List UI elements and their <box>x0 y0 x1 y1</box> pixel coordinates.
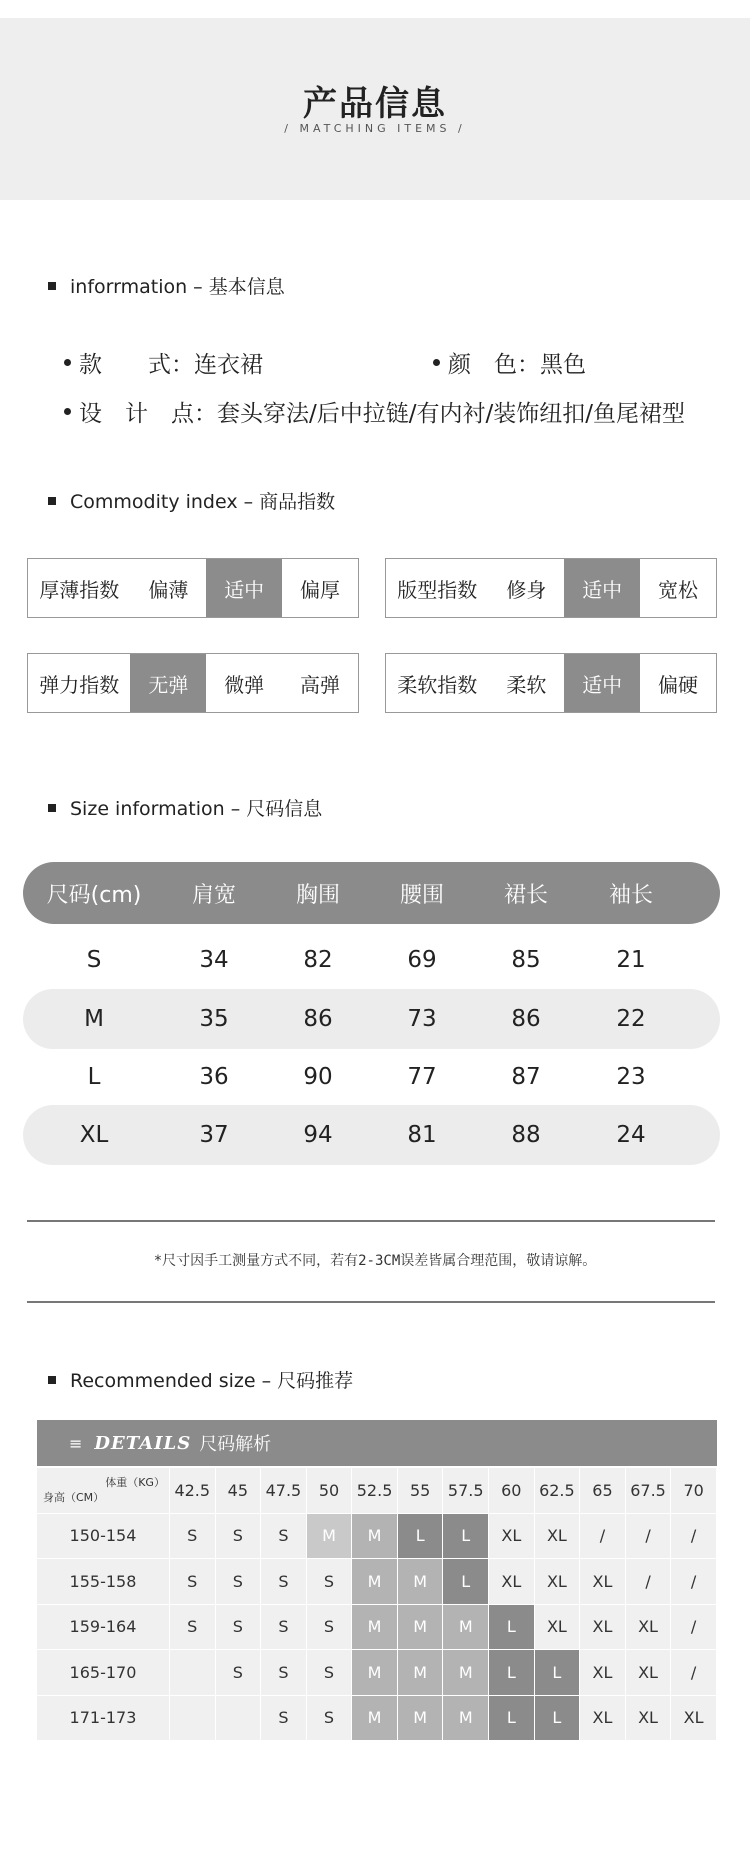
size-cell: L <box>398 1514 444 1559</box>
size-cell: L <box>535 1650 581 1695</box>
table-cell: 86 <box>303 1006 333 1032</box>
divider <box>27 1301 715 1303</box>
index-option: 宽松 <box>658 577 699 602</box>
table-row <box>37 1650 717 1696</box>
index-option: 修身 <box>506 577 547 602</box>
section-size-label: Size information – 尺码信息 <box>70 798 323 820</box>
index-option: 高弹 <box>300 672 341 697</box>
weight-header-cell: 45 <box>216 1468 262 1513</box>
style-line <box>64 346 263 379</box>
table-cell: 87 <box>511 1064 541 1090</box>
size-cell: M <box>398 1696 444 1741</box>
table-cell: 73 <box>407 1006 437 1032</box>
size-cell: XL <box>626 1605 672 1650</box>
table-cell: L <box>87 1064 101 1090</box>
size-cell: L <box>489 1696 535 1741</box>
weight-header-cell: 57.5 <box>443 1468 489 1513</box>
size-cell: M <box>352 1559 398 1604</box>
index-option-selected: 适中 <box>564 559 640 617</box>
height-label: 身高（CM） <box>43 1490 105 1504</box>
weight-header-cell: 65 <box>580 1468 626 1513</box>
page-header <box>0 18 750 200</box>
size-cell: M <box>398 1559 444 1604</box>
table-row <box>23 930 720 990</box>
color-value: 颜 色：黑色 <box>448 352 586 378</box>
size-cell: L <box>443 1559 489 1604</box>
table-row <box>37 1605 717 1651</box>
square-bullet-icon <box>48 497 56 505</box>
table-cell: XL <box>79 1122 109 1148</box>
column-header: 尺码(cm) <box>46 882 142 908</box>
index-name: 厚薄指数 <box>39 577 120 602</box>
size-cell <box>216 1696 262 1741</box>
divider <box>27 1220 715 1222</box>
size-cell: M <box>352 1650 398 1695</box>
size-cell: M <box>352 1605 398 1650</box>
size-cell: S <box>170 1605 216 1650</box>
table-cell: 77 <box>407 1064 437 1090</box>
fit-index <box>385 558 717 618</box>
square-bullet-icon <box>48 1376 56 1384</box>
size-cell: L <box>443 1514 489 1559</box>
size-cell: XL <box>626 1696 672 1741</box>
page-subtitle: / MATCHING ITEMS / <box>284 122 466 135</box>
column-header: 腰围 <box>399 882 444 908</box>
table-row <box>37 1696 717 1742</box>
dot-bullet-icon <box>433 359 440 366</box>
size-cell: / <box>671 1559 717 1604</box>
menu-icon: ≡ <box>69 1433 83 1453</box>
table-row <box>37 1514 717 1560</box>
index-option: 柔软 <box>506 672 547 697</box>
size-cell: XL <box>535 1514 581 1559</box>
section-commodity-heading <box>48 487 335 514</box>
details-label-cn: 尺码解析 <box>199 1434 272 1455</box>
size-cell: S <box>307 1605 353 1650</box>
weight-header-cell: 70 <box>671 1468 717 1513</box>
color-line <box>433 346 586 379</box>
size-cell: S <box>170 1514 216 1559</box>
style-value: 款 式：连衣裙 <box>79 352 263 378</box>
table-row <box>23 1105 720 1165</box>
table-cell: 86 <box>511 1006 541 1032</box>
table-cell: 85 <box>511 947 541 973</box>
table-cell: 69 <box>407 947 437 973</box>
column-header: 裙长 <box>503 882 548 908</box>
size-cell <box>170 1650 216 1695</box>
measurement-note: *尺寸因手工测量方式不同，若有2-3CM误差皆属合理范围，敬请谅解。 <box>153 1253 597 1269</box>
size-cell: S <box>261 1559 307 1604</box>
size-cell: S <box>307 1650 353 1695</box>
size-cell: M <box>398 1605 444 1650</box>
size-cell: S <box>261 1696 307 1741</box>
design-value: 设 计 点：套头穿法/后中拉链/有内衬/装饰纽扣/鱼尾裙型 <box>79 401 685 427</box>
size-cell: L <box>489 1605 535 1650</box>
section-basic-heading <box>48 272 285 299</box>
section-recommended-label: Recommended size – 尺码推荐 <box>70 1370 354 1392</box>
column-header: 肩宽 <box>191 882 236 908</box>
size-cell: M <box>443 1605 489 1650</box>
size-cell: S <box>170 1559 216 1604</box>
index-option: 偏硬 <box>658 672 699 697</box>
size-cell: M <box>398 1650 444 1695</box>
section-commodity-label: Commodity index – 商品指数 <box>70 491 336 513</box>
size-cell: / <box>671 1514 717 1559</box>
size-cell: / <box>626 1514 672 1559</box>
weight-header-cell: 50 <box>307 1468 353 1513</box>
recommend-table <box>37 1468 717 1741</box>
weight-header-cell: 52.5 <box>352 1468 398 1513</box>
weight-header-cell: 42.5 <box>170 1468 216 1513</box>
height-cell: 165-170 <box>37 1650 170 1695</box>
table-cell: 94 <box>303 1122 333 1148</box>
size-cell: M <box>307 1514 353 1559</box>
size-cell: S <box>216 1605 262 1650</box>
size-cell: XL <box>580 1650 626 1695</box>
size-cell: XL <box>489 1559 535 1604</box>
index-option-selected: 适中 <box>206 559 282 617</box>
size-cell: L <box>489 1650 535 1695</box>
table-row <box>23 1047 720 1107</box>
table-cell: 81 <box>407 1122 437 1148</box>
size-cell: XL <box>626 1650 672 1695</box>
size-cell: S <box>307 1696 353 1741</box>
softness-index <box>385 653 717 713</box>
index-option-selected: 无弹 <box>130 654 206 712</box>
size-cell: XL <box>580 1559 626 1604</box>
height-cell: 171-173 <box>37 1696 170 1741</box>
size-cell <box>170 1696 216 1741</box>
size-cell: XL <box>535 1605 581 1650</box>
table-cell: 90 <box>303 1064 333 1090</box>
table-row <box>37 1559 717 1605</box>
size-cell: M <box>352 1696 398 1741</box>
table-row <box>23 989 720 1049</box>
table-cell: 24 <box>616 1122 646 1148</box>
index-option: 偏薄 <box>148 577 189 602</box>
table-cell: 36 <box>199 1064 229 1090</box>
corner-cell <box>37 1468 170 1513</box>
size-cell: S <box>216 1559 262 1604</box>
height-cell: 159-164 <box>37 1605 170 1650</box>
size-cell: S <box>216 1514 262 1559</box>
size-cell: S <box>261 1514 307 1559</box>
details-bar <box>37 1420 717 1466</box>
table-cell: 37 <box>199 1122 229 1148</box>
size-table-header <box>23 862 720 924</box>
details-label: DETAILS <box>94 1432 192 1454</box>
size-cell: M <box>443 1696 489 1741</box>
design-line <box>64 395 685 428</box>
weight-header-cell: 62.5 <box>535 1468 581 1513</box>
weight-header-row <box>37 1468 717 1514</box>
size-cell: XL <box>580 1696 626 1741</box>
section-recommended-heading <box>48 1366 353 1393</box>
square-bullet-icon <box>48 804 56 812</box>
table-cell: 82 <box>303 947 333 973</box>
size-cell: M <box>443 1650 489 1695</box>
index-name: 版型指数 <box>397 577 478 602</box>
dot-bullet-icon <box>64 359 71 366</box>
index-option: 微弹 <box>224 672 265 697</box>
square-bullet-icon <box>48 282 56 290</box>
size-cell: S <box>307 1559 353 1604</box>
size-cell: / <box>580 1514 626 1559</box>
height-cell: 150-154 <box>37 1514 170 1559</box>
table-cell: M <box>84 1006 104 1032</box>
size-cell: S <box>261 1650 307 1695</box>
weight-header-cell: 67.5 <box>626 1468 672 1513</box>
table-cell: 88 <box>511 1122 541 1148</box>
index-option: 偏厚 <box>300 577 341 602</box>
size-cell: S <box>216 1650 262 1695</box>
table-cell: 34 <box>199 947 229 973</box>
size-cell: XL <box>671 1696 717 1741</box>
table-cell: 22 <box>616 1006 646 1032</box>
table-cell: 35 <box>199 1006 229 1032</box>
size-cell: L <box>535 1696 581 1741</box>
table-cell: S <box>86 947 102 973</box>
dot-bullet-icon <box>64 408 71 415</box>
table-cell: 21 <box>616 947 646 973</box>
section-basic-label: inforrmation – 基本信息 <box>70 276 285 298</box>
elasticity-index <box>27 653 359 713</box>
size-cell: M <box>352 1514 398 1559</box>
section-size-heading <box>48 794 322 821</box>
column-header: 胸围 <box>295 882 340 908</box>
column-header: 袖长 <box>608 882 653 908</box>
height-cell: 155-158 <box>37 1559 170 1604</box>
size-cell: XL <box>580 1605 626 1650</box>
weight-header-cell: 47.5 <box>261 1468 307 1513</box>
size-cell: / <box>626 1559 672 1604</box>
index-option-selected: 适中 <box>564 654 640 712</box>
table-cell: 23 <box>616 1064 646 1090</box>
index-name: 弹力指数 <box>39 672 120 697</box>
weight-label: 体重（KG） <box>105 1476 165 1489</box>
thickness-index <box>27 558 359 618</box>
size-cell: XL <box>489 1514 535 1559</box>
size-cell: S <box>261 1605 307 1650</box>
weight-header-cell: 60 <box>489 1468 535 1513</box>
size-cell: / <box>671 1650 717 1695</box>
size-cell: / <box>671 1605 717 1650</box>
weight-header-cell: 55 <box>398 1468 444 1513</box>
size-cell: XL <box>535 1559 581 1604</box>
page-title: 产品信息 <box>303 84 447 124</box>
index-name: 柔软指数 <box>397 672 478 697</box>
